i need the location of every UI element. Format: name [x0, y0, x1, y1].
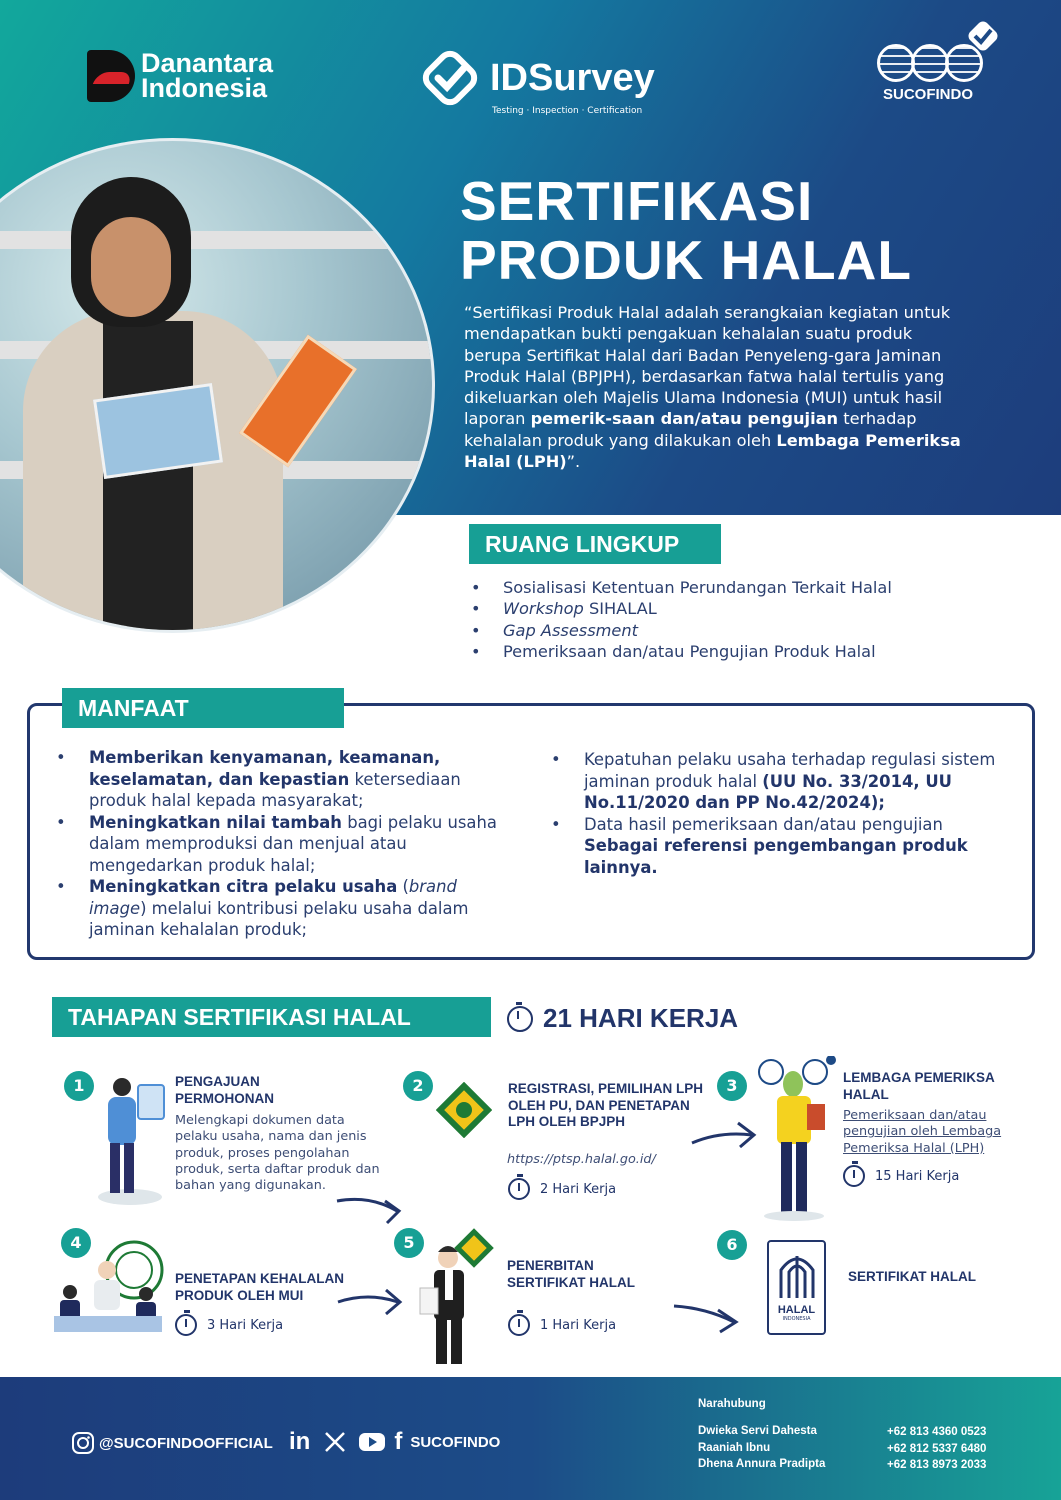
step-4-title: PENETAPAN KEHALALAN PRODUK OLEH MUI: [175, 1271, 345, 1303]
clock-icon: [508, 1314, 530, 1336]
clock-icon: [175, 1314, 197, 1336]
idsurvey-tagline: Testing · Inspection · Certification: [492, 106, 643, 116]
step-2-link[interactable]: https://ptsp.halal.go.id/: [507, 1152, 656, 1167]
social-links: [289, 1428, 500, 1456]
total-duration: 21 HARI KERJA: [507, 1003, 738, 1034]
list-item: • Pemeriksaan dan/atau Pengujian Produk Halal: [469, 641, 1029, 662]
mui-meeting-icon: [52, 1240, 164, 1336]
arrow-icon: [690, 1117, 760, 1153]
step-6-title: SERTIFIKAT HALAL: [848, 1269, 976, 1284]
page-title: SERTIFIKASI PRODUK HALAL: [460, 170, 912, 291]
step-3-number: 3: [717, 1071, 747, 1101]
product-box-blue: [93, 383, 223, 479]
clock-icon: [508, 1178, 530, 1200]
manfaat-list-left: [56, 747, 516, 941]
ruang-lingkup-heading: RUANG LINGKUP: [469, 524, 721, 564]
step-5-duration: 1 Hari Kerja: [508, 1314, 616, 1336]
idsurvey-logo: [420, 48, 655, 116]
x-twitter-icon[interactable]: [324, 1431, 346, 1453]
step-6-number: 6: [717, 1230, 747, 1260]
sucofindo-wordmark: SUCOFINDO: [883, 86, 973, 103]
step-4-number: 4: [61, 1228, 91, 1258]
halal-indonesia-logo: HALAL INDONESIA: [767, 1240, 826, 1335]
step-1-number: 1: [64, 1071, 94, 1101]
linkedin-icon[interactable]: in: [289, 1428, 311, 1455]
danantara-line2: Indonesia: [141, 73, 268, 103]
youtube-icon[interactable]: [358, 1431, 386, 1453]
list-item: • Data hasil pemeriksaan dan/atau pengujian Sebagai referensi pengembangan produk lainnya.: [551, 814, 1001, 879]
step-2-duration: 2 Hari Kerja: [508, 1178, 616, 1200]
step-1-title: PENGAJUAN PERMOHONAN: [175, 1074, 275, 1106]
idsurvey-title: IDSurvey: [490, 57, 655, 99]
list-item: • Meningkatkan nilai tambah bagi pelaku usaha dalam memproduksi dan menjual atau mengedarkan produk halal;: [56, 812, 516, 877]
instagram-link[interactable]: @SUCOFINDOOFFICIAL: [71, 1431, 273, 1455]
list-item: • Sosialisasi Ketentuan Perundangan Terkait Halal: [469, 577, 1029, 598]
inspector-icon: [757, 1056, 837, 1222]
step-2-number: 2: [403, 1071, 433, 1101]
social-handle: SUCOFINDO: [410, 1433, 501, 1451]
sucofindo-logo: [855, 18, 1001, 103]
list-item: • Workshop SIHALAL: [469, 598, 1029, 619]
step-5-title: PENERBITAN SERTIFIKAT HALAL: [507, 1258, 635, 1290]
clock-icon: [843, 1165, 865, 1187]
contact-phones: +62 813 4360 0523 +62 812 5337 6480 +62 813 8973 2033: [887, 1426, 987, 1471]
manfaat-heading: MANFAAT: [62, 688, 344, 728]
step-5-number: 5: [394, 1228, 424, 1258]
idsurvey-check-icon: [420, 48, 480, 108]
list-item: • Meningkatkan citra pelaku usaha (brand image) melalui kontribusi pelaku usaha dalam jaminan kehalalan produk;: [56, 876, 516, 941]
contact-names: Dwieka Servi Dahesta Raaniah Ibnu Dhena Annura Pradipta: [698, 1425, 826, 1470]
instagram-icon: [71, 1431, 95, 1455]
step-1-desc: Melengkapi dokumen data pelaku usaha, nama dan jenis produk, proses pengolahan produk, serta daftar produk dan bahan yang digunakan.: [175, 1113, 380, 1194]
definition-quote: “Sertifikasi Produk Halal adalah serangkaian kegiatan untuk mendapatkan bukti pengakuan kehalalan suatu produk berupa Sertifikat Halal dari Badan Penyeleng-gara Jaminan Produk Halal (BPJPH), berdasarkan fatwa halal tertulis yang dikeluarkan oleh Majelis Ulama Indonesia (MUI) untuk hasil laporan pemerik-saan dan/atau pengujian terhadap kehalalan produk yang dilakukan oleh Lembaga Pemeriksa Halal (LPH)”.: [464, 303, 961, 472]
danantara-logo: [87, 50, 273, 102]
official-certificate-icon: [414, 1228, 494, 1372]
facebook-icon[interactable]: f: [394, 1428, 403, 1455]
step-3-title: LEMBAGA PEMERIKSA HALAL: [843, 1070, 995, 1102]
list-item: • Gap Assessment: [469, 620, 1029, 641]
step-3-duration: 15 Hari Kerja: [843, 1165, 959, 1187]
step-2-title: REGISTRASI, PEMILIHAN LPH OLEH PU, DAN PENETAPAN LPH OLEH BPJPH: [508, 1081, 704, 1129]
step-4-duration: 3 Hari Kerja: [175, 1314, 283, 1336]
person-tablet-icon: [90, 1075, 170, 1205]
danantara-line1: Danantara: [141, 48, 274, 78]
manfaat-list-right: [551, 749, 1001, 878]
arrow-icon: [336, 1286, 406, 1316]
woman-face: [91, 217, 171, 317]
clock-icon: [507, 1006, 533, 1032]
ruang-lingkup-list: [469, 577, 1029, 662]
halal-mark-icon: [775, 1248, 819, 1300]
arrow-icon: [672, 1300, 742, 1336]
arrow-icon: [335, 1193, 405, 1229]
contact-label: Narahubung: [698, 1398, 766, 1410]
step-3-desc: Pemeriksaan dan/atau pengujian oleh Lembaga Pemeriksa Halal (LPH): [843, 1108, 1002, 1156]
tahapan-heading: TAHAPAN SERTIFIKASI HALAL: [52, 997, 491, 1037]
danantara-mark-icon: [87, 50, 135, 102]
list-item: • Kepatuhan pelaku usaha terhadap regulasi sistem jaminan produk halal (UU No. 33/2014, UU No.11/2020 dan PP No.42/2024);: [551, 749, 1001, 814]
kemenag-logo-icon: [436, 1082, 492, 1138]
list-item: • Memberikan kenyamanan, keamanan, keselamatan, dan kepastian ketersediaan produk halal kepada masyarakat;: [56, 747, 516, 812]
sucofindo-globes-icon: [877, 44, 979, 82]
